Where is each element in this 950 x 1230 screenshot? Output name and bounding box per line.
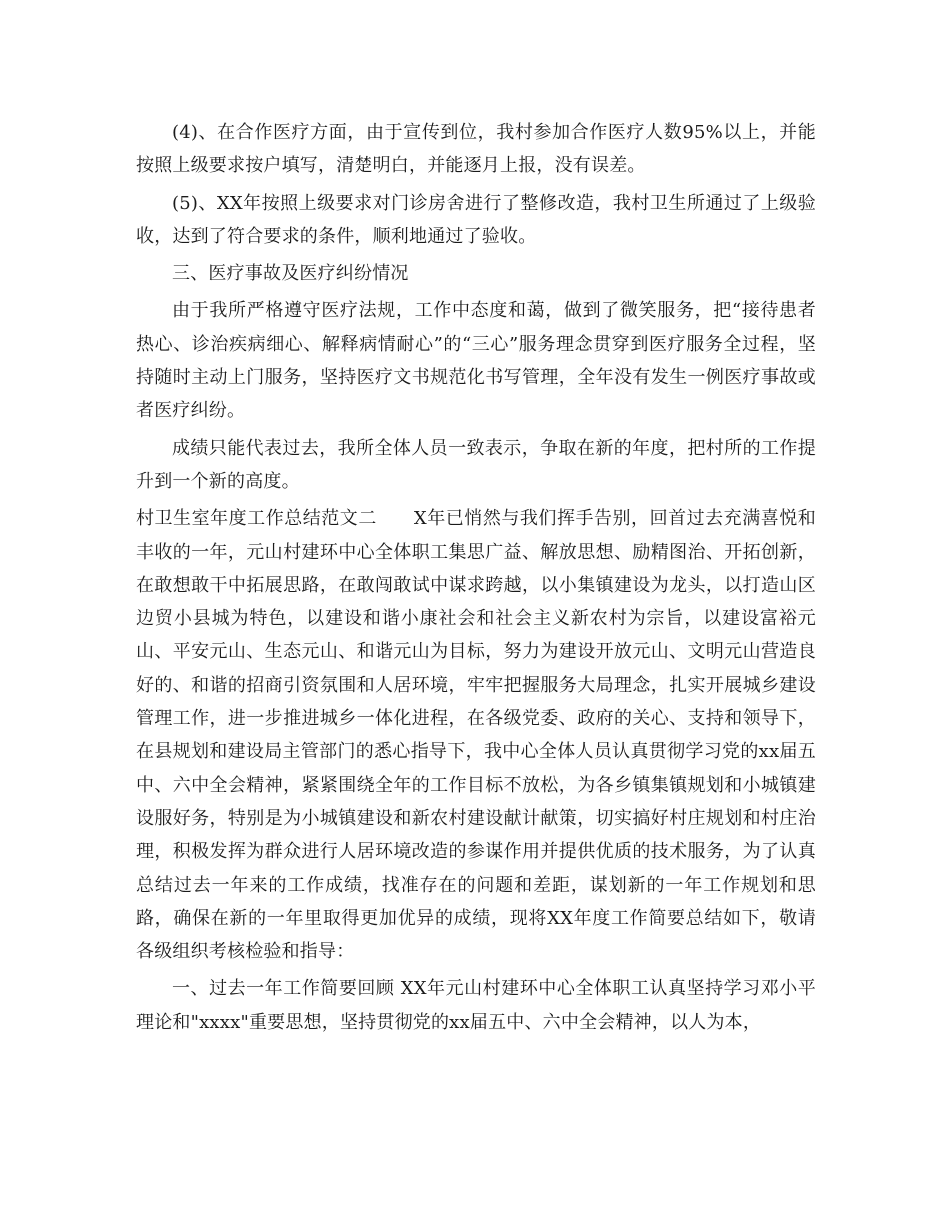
paragraph-year-review: 一、过去一年工作简要回顾 XX年元山村建环中心全体职工认真坚持学习邓小平理论和"xxxx"重要思想，坚持贯彻党的xx届五中、六中全会精神，以人为本， (136, 978, 816, 1033)
paragraph-sample-two-intro: 村卫生室年度工作总结范文二 X年已悄然与我们挥手告别，回首过去充满喜悦和丰收的一年，元山村建环中心全体职工集思广益、解放思想、励精图治、开拓创新，在敢想敢干中拓展思路，在敢闯敢试中谋求跨越，以小集镇建设为龙头，以打造山区边贸小县城为特色，以建设和谐小康社会和社会主义新农村为宗旨，以建设富裕元山、平安元山、生态元山、和谐元山为目标，努力为建设开放元山、文明元山营造良好的、和谐的招商引资氛围和人居环境，牢牢把握服务大局理念，扎实开展城乡建设管理工作，进一步推进城乡一体化进程，在各级党委、政府的关心、支持和领导下，在县规划和建设局主管部门的悉心指导下，我中心全体人员认真贯彻学习党的xx届五中、六中全会精神，紧紧围绕全年的工作目标不放松，为各乡镇集镇规划和小城镇建设服好务，特别是为小城镇建设和新农村建设献计献策，切实搞好村庄规划和村庄治理，积极发挥为群众进行人居环境改造的参谋作用并提供优质的技术服务，为了认真总结过去一年来的工作成绩，找准存在的问题和差距，谋划新的一年工作规划和思路，确保在新的一年里取得更加优异的成绩，现将XX年度工作简要总结如下，敬请各级组织考核检验和指导： (136, 508, 816, 963)
section-heading-medical-accidents: 三、医疗事故及医疗纠纷情况 (172, 263, 409, 285)
document-body (136, 116, 816, 1039)
paragraph-clinic-renovation: (5)、XX年按照上级要求对门诊房舍进行了整修改造，我村卫生所通过了上级验收，达到了符合要求的条件，顺利地通过了验收。 (136, 192, 816, 247)
paragraph-medical-accidents: 由于我所严格遵守医疗法规，工作中态度和蔼，做到了微笑服务，把“接待患者热心、诊治疾病细心、解释病情耐心”的“三心”服务理念贯穿到医疗服务全过程，坚持随时主动上门服务，坚持医疗文书规范化书写管理，全年没有发生一例医疗事故或者医疗纠纷。 (136, 300, 816, 422)
paragraph-cooperative-medical: (4)、在合作医疗方面，由于宣传到位，我村参加合作医疗人数95%以上，并能按照上级要求按户填写，清楚明白，并能逐月上报，没有误差。 (136, 122, 816, 177)
paragraph-achievements: 成绩只能代表过去，我所全体人员一致表示，争取在新的年度，把村所的工作提升到一个新的高度。 (136, 437, 816, 492)
